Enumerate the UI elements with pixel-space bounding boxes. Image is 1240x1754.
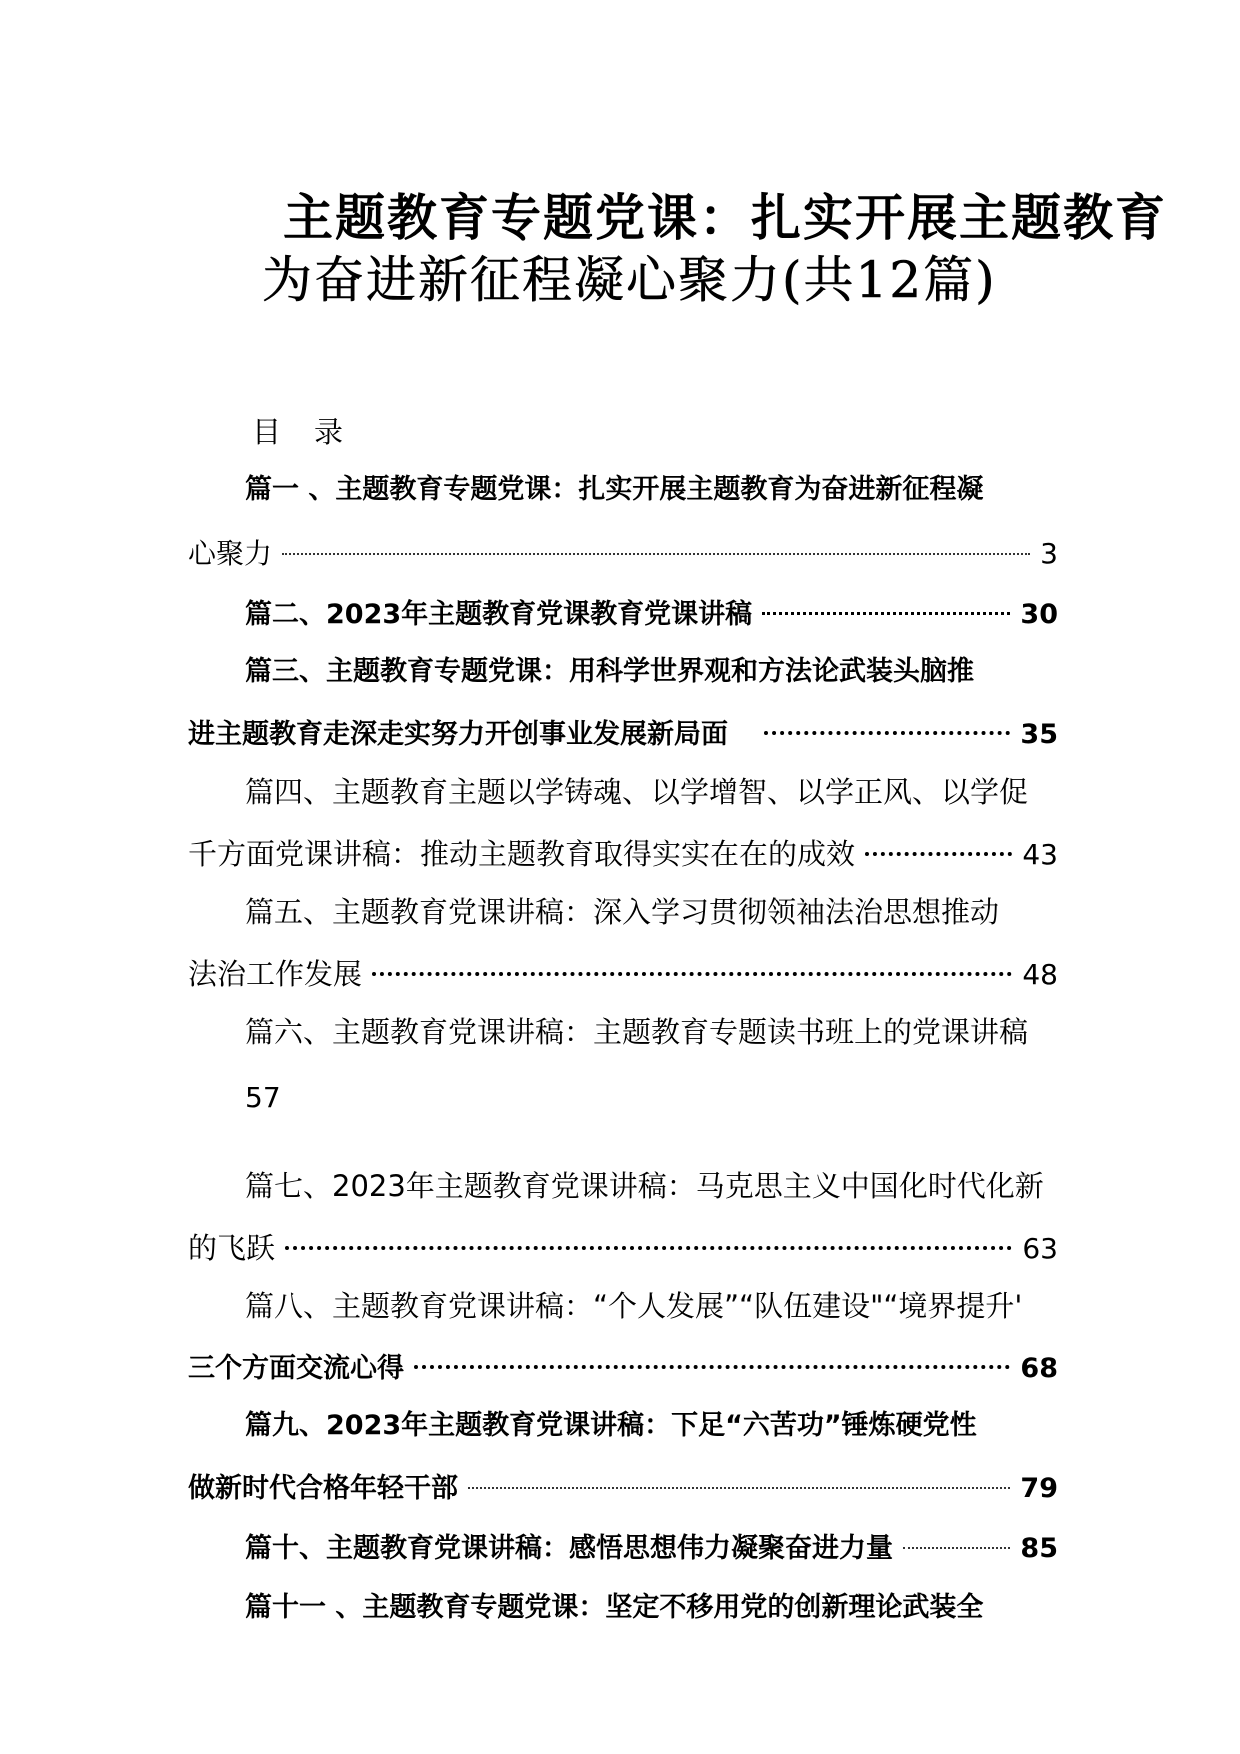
toc-leader-dots xyxy=(764,731,1010,735)
toc-entry-3-text: 进主题教育走深走实努力开创事业发展新局面 xyxy=(188,719,728,750)
toc-entry-11-line-1[interactable]: 篇十一 、主题教育专题党课：坚定不移用党的创新理论武装全 xyxy=(245,1592,984,1623)
toc-entry-2-page: 30 xyxy=(1020,599,1058,630)
toc-entry-6-line-1[interactable]: 篇六、主题教育党课讲稿：主题教育专题读书班上的党课讲稿 xyxy=(245,1015,1029,1049)
toc-entry-8-line-2[interactable] xyxy=(188,1346,1058,1385)
toc-entry-4-line-2[interactable] xyxy=(188,832,1058,873)
toc-entry-10-text: 篇十、主题教育党课讲稿：感悟思想伟力凝聚奋进力量 xyxy=(245,1533,893,1564)
document-title-line-2: 为奋进新征程凝心聚力(共12篇) xyxy=(262,251,997,309)
toc-entry-6-page: 57 xyxy=(245,1081,281,1114)
toc-entry-7-line-2[interactable] xyxy=(188,1226,1058,1267)
toc-leader-dots xyxy=(282,553,1030,555)
toc-entry-1-line-1[interactable]: 篇一 、主题教育专题党课：扎实开展主题教育为奋进新征程凝 xyxy=(245,474,984,505)
toc-leader-dots xyxy=(372,972,1012,976)
toc-leader-dots xyxy=(903,1547,1010,1549)
toc-entry-3-line-2[interactable] xyxy=(188,712,1058,751)
toc-entry-5-line-2[interactable] xyxy=(188,952,1058,993)
toc-entry-3-page: 35 xyxy=(1020,719,1058,750)
toc-leader-dots xyxy=(468,1487,1010,1489)
toc-leader-dots xyxy=(865,852,1012,856)
toc-entry-8-text: 三个方面交流心得 xyxy=(188,1353,404,1384)
toc-entry-9-line-2[interactable] xyxy=(188,1466,1058,1505)
toc-entry-4-page: 43 xyxy=(1022,838,1058,871)
toc-entry-10-page: 85 xyxy=(1020,1533,1058,1564)
toc-entry-3-line-1[interactable]: 篇三、主题教育专题党课：用科学世界观和方法论武装头脑推 xyxy=(245,656,974,687)
toc-entry-5-page: 48 xyxy=(1022,958,1058,991)
toc-entry-1-page: 3 xyxy=(1040,537,1058,570)
toc-entry-9-line-1[interactable]: 篇九、2023年主题教育党课讲稿：下足“六苦功”锤炼硬党性 xyxy=(245,1410,977,1441)
toc-heading: 目 录 xyxy=(252,415,346,449)
toc-entry-7-page: 63 xyxy=(1022,1232,1058,1265)
toc-entry-8-page: 68 xyxy=(1020,1353,1058,1384)
toc-entry-4-text: 千方面党课讲稿：推动主题教育取得实实在在的成效 xyxy=(188,837,856,871)
toc-leader-dots xyxy=(285,1246,1012,1250)
toc-entry-4-line-1[interactable]: 篇四、主题教育主题以学铸魂、以学增智、以学正风、以学促 xyxy=(245,775,1029,809)
toc-entry-2-text: 篇二、2023年主题教育党课教育党课讲稿 xyxy=(245,599,753,630)
toc-entry-9-page: 79 xyxy=(1020,1473,1058,1504)
toc-leader-dots xyxy=(762,612,1010,615)
toc-entry-7-text: 的飞跃 xyxy=(188,1231,276,1265)
toc-leader-dots xyxy=(414,1365,1010,1369)
toc-entry-8-line-1[interactable]: 篇八、主题教育党课讲稿：“个人发展”“队伍建设"“境界提升' xyxy=(245,1289,1023,1323)
document-title-line-1: 主题教育专题党课：扎实开展主题教育 xyxy=(283,188,1167,247)
toc-entry-5-text: 法治工作发展 xyxy=(188,957,363,991)
toc-entry-2[interactable] xyxy=(245,592,1058,631)
toc-entry-1-text: 心聚力 xyxy=(188,537,273,570)
toc-entry-1-line-2[interactable] xyxy=(188,532,1058,572)
toc-entry-5-line-1[interactable]: 篇五、主题教育党课讲稿：深入学习贯彻领袖法治思想推动 xyxy=(245,895,1000,929)
toc-entry-10[interactable] xyxy=(245,1526,1058,1565)
toc-entry-7-line-1[interactable]: 篇七、2023年主题教育党课讲稿：马克思主义中国化时代化新 xyxy=(245,1169,1044,1203)
toc-entry-9-text: 做新时代合格年轻干部 xyxy=(188,1473,458,1504)
